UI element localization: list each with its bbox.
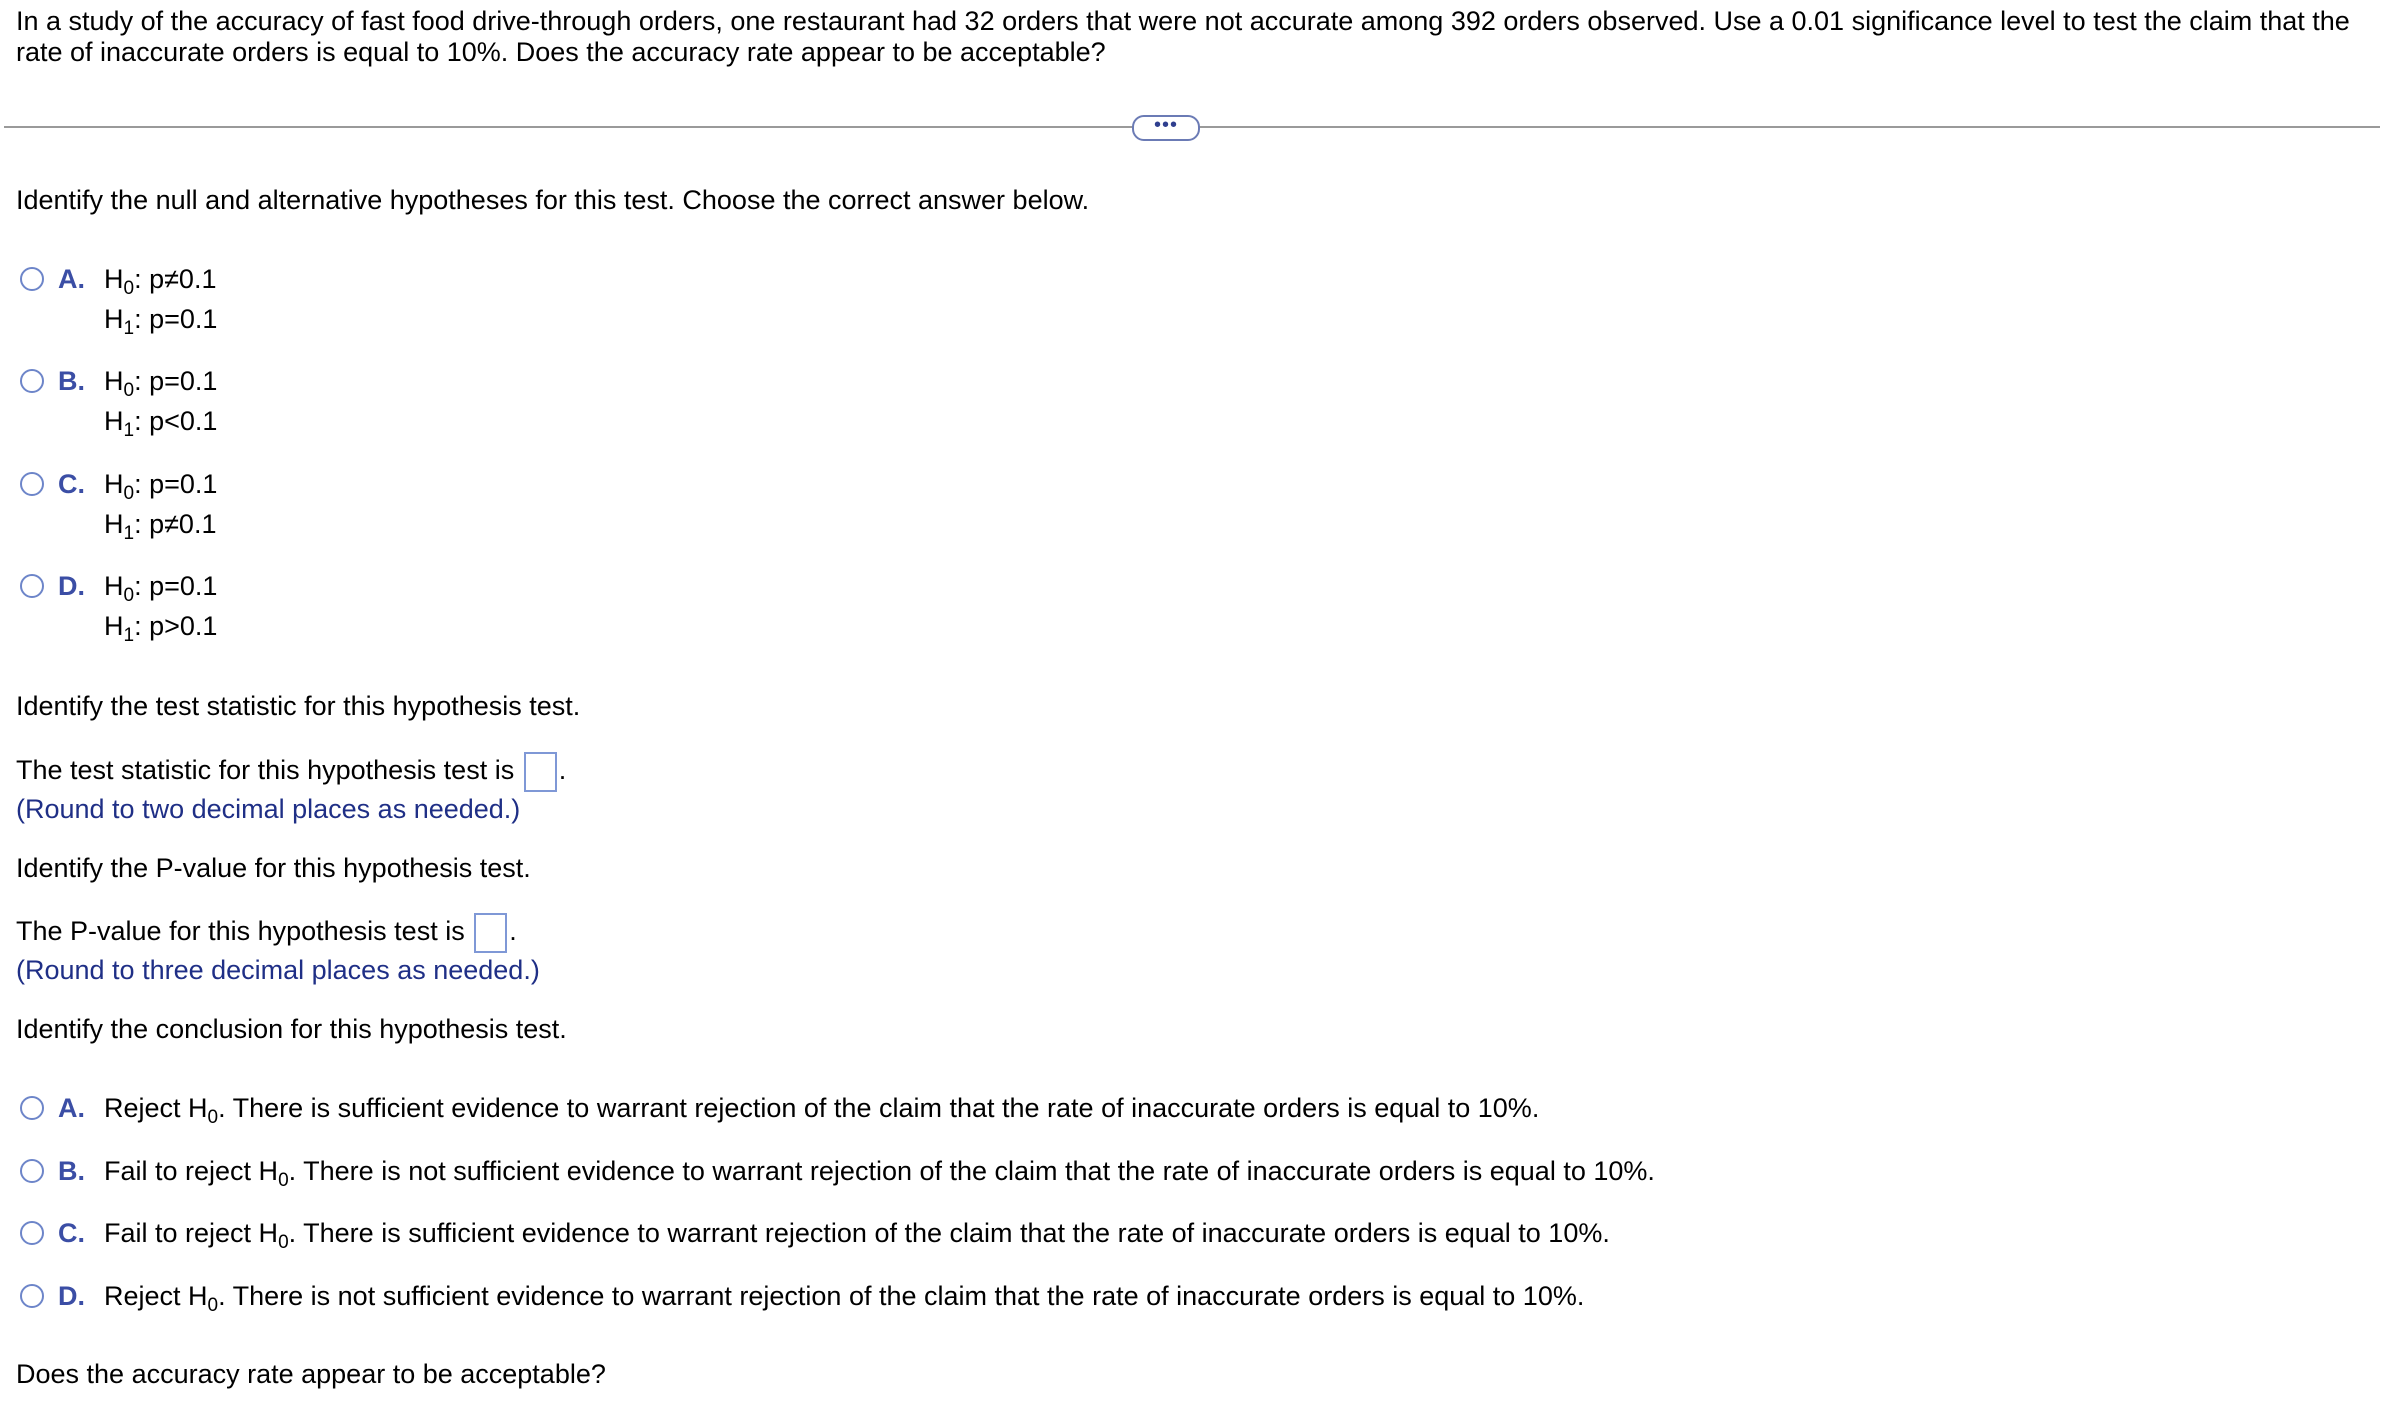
p-value-input[interactable]: [474, 913, 507, 953]
conclusion-prompt: Identify the conclusion for this hypothesis test.: [16, 1014, 567, 1044]
conclusion-option-d[interactable]: Reject $H_0$. There is not sufficient evidence to warrant rejection of the claim that the rate of inaccurate orders is equal to 10%.: [104, 1281, 1585, 1316]
conclusion-letter-b: B.: [58, 1156, 85, 1186]
hypothesis-radio-b[interactable]: [20, 369, 44, 393]
hypotheses-prompt: Identify the null and alternative hypotheses for this test. Choose the correct answer below.: [16, 185, 1090, 215]
question-text: In a study of the accuracy of fast food drive-through orders, one restaurant had 32 orders that were not accurate among 392 orders observed. Use a 0.01 significance level to test the claim that the rate of inaccurate orders is equal to 10%. Does the accuracy rate appear to be acceptable?: [16, 6, 2350, 67]
hypothesis-a-h0[interactable]: $H_0$: p≠0.1: [104, 264, 217, 299]
hypothesis-c-h1[interactable]: $H_1$: p≠0.1: [104, 509, 217, 544]
p-value-prompt: Identify the P-value for this hypothesis test.: [16, 853, 531, 883]
conclusion-radio-a[interactable]: [20, 1096, 44, 1120]
hypothesis-letter-b: B.: [58, 366, 85, 396]
conclusion-letter-d: D.: [58, 1281, 85, 1311]
hypothesis-d-h1[interactable]: $H_1$: p>0.1: [104, 611, 218, 646]
conclusion-radio-b[interactable]: [20, 1159, 44, 1183]
test-statistic-sentence: The test statistic for this hypothesis test is .: [16, 752, 566, 792]
hypothesis-letter-d: D.: [58, 571, 85, 601]
conclusion-radio-d[interactable]: [20, 1284, 44, 1308]
conclusion-option-b[interactable]: Fail to reject $H_0$. There is not sufficient evidence to warrant rejection of the claim that the rate of inaccurate orders is equal to 10%.: [104, 1156, 1655, 1191]
conclusion-option-c[interactable]: Fail to reject $H_0$. There is sufficient evidence to warrant rejection of the claim that the rate of inaccurate orders is equal to 10%.: [104, 1218, 1610, 1253]
conclusion-radio-c[interactable]: [20, 1221, 44, 1245]
hypothesis-d-h0[interactable]: $H_0$: p=0.1: [104, 571, 218, 606]
conclusion-option-a[interactable]: Reject $H_0$. There is sufficient evidence to warrant rejection of the claim that the rate of inaccurate orders is equal to 10%.: [104, 1093, 1540, 1128]
p-value-hint: (Round to three decimal places as needed.): [16, 955, 540, 985]
hypothesis-radio-d[interactable]: [20, 574, 44, 598]
conclusion-letter-a: A.: [58, 1093, 85, 1123]
hypothesis-a-h1[interactable]: $H_1$: p=0.1: [104, 304, 218, 339]
p-value-sentence: The P-value for this hypothesis test is .: [16, 913, 517, 953]
acceptable-prompt: Does the accuracy rate appear to be acceptable?: [16, 1359, 606, 1389]
hypothesis-radio-c[interactable]: [20, 472, 44, 496]
test-statistic-hint: (Round to two decimal places as needed.): [16, 794, 521, 824]
hypothesis-c-h0[interactable]: $H_0$: p=0.1: [104, 469, 218, 504]
hypothesis-b-h1[interactable]: $H_1$: p<0.1: [104, 406, 218, 441]
hypothesis-b-h0[interactable]: $H_0$: p=0.1: [104, 366, 218, 401]
test-statistic-input[interactable]: [524, 752, 557, 792]
conclusion-letter-c: C.: [58, 1218, 85, 1248]
hypothesis-letter-c: C.: [58, 469, 85, 499]
expand-more-button[interactable]: •••: [1132, 115, 1200, 141]
hypothesis-radio-a[interactable]: [20, 267, 44, 291]
test-statistic-prompt: Identify the test statistic for this hypothesis test.: [16, 691, 581, 721]
hypothesis-letter-a: A.: [58, 264, 85, 294]
